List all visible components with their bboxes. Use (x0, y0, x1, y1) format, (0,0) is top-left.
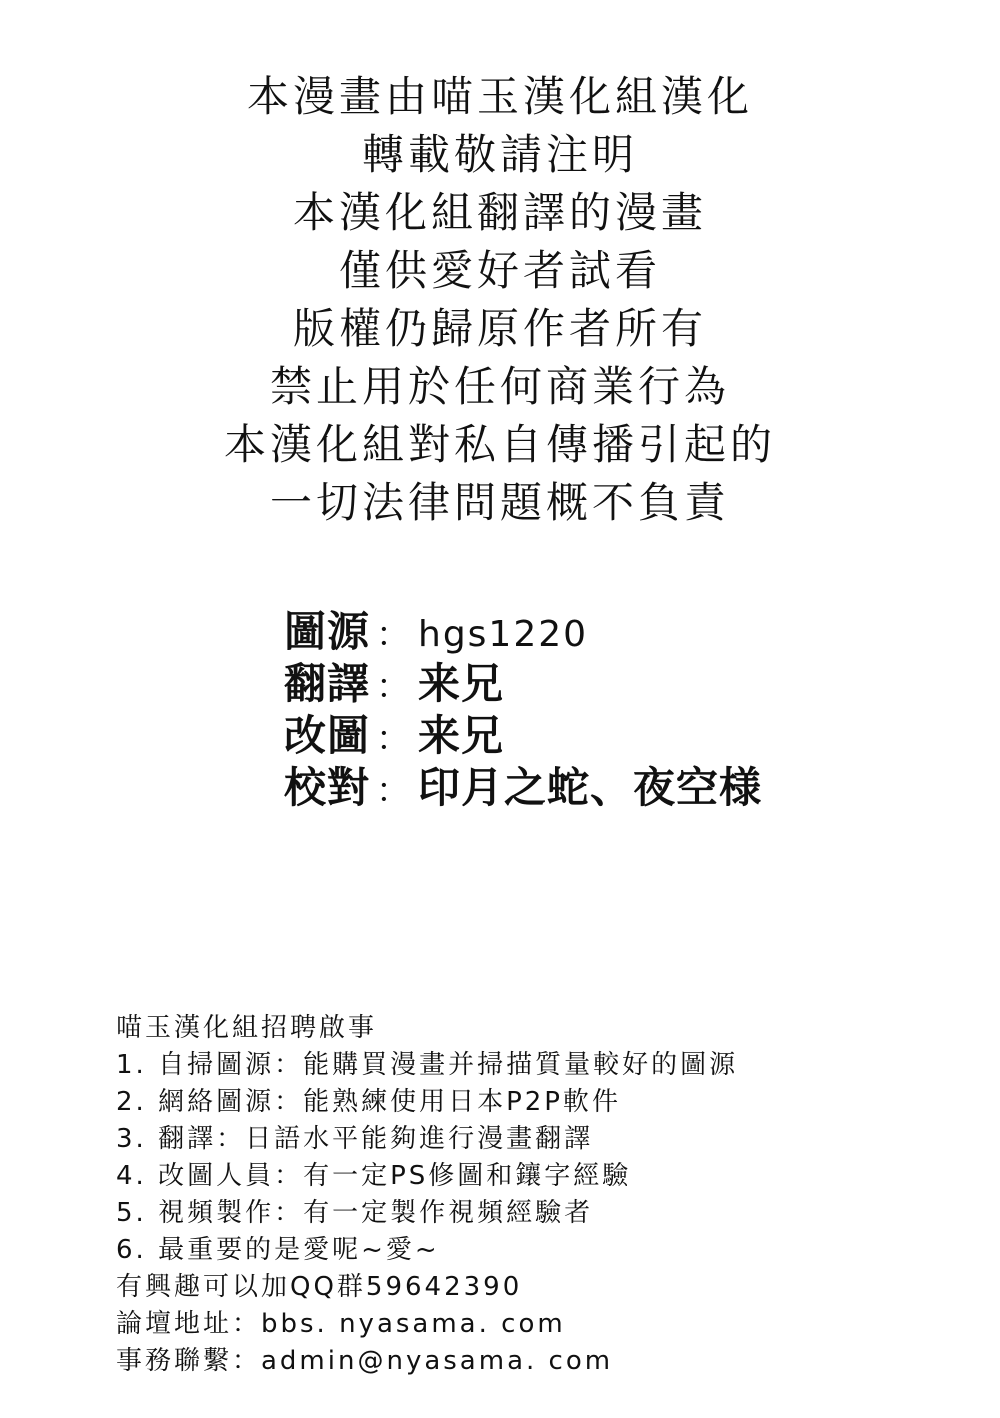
recruitment-block (116, 1010, 738, 1380)
credit-row-source (284, 606, 762, 658)
disclaimer-line: 禁止用於任何商業行為 (269, 362, 730, 411)
credit-label: 校對 (284, 763, 371, 812)
credit-colon: ： (376, 667, 410, 707)
disclaimer-line: 僅供愛好者試看 (338, 246, 661, 295)
credit-row-translation (284, 658, 762, 710)
recruitment-item: 2. 網絡圖源：能熟練使用日本P2P軟件 (116, 1087, 621, 1117)
recruitment-item: 3. 翻譯：日語水平能夠進行漫畫翻譯 (116, 1124, 594, 1154)
disclaimer-line: 本漢化組對私自傳播引起的 (223, 420, 776, 469)
recruitment-item: 1. 自掃圖源：能購買漫畫并掃描質量較好的圖源 (116, 1050, 739, 1080)
disclaimer-line: 本漫畫由喵玉漢化組漢化 (246, 72, 753, 121)
credits-block (284, 606, 762, 814)
credit-row-editing (284, 710, 762, 762)
disclaimer-block (0, 68, 1000, 532)
credit-colon: ： (376, 615, 410, 655)
disclaimer-line: 轉載敬請注明 (361, 130, 638, 179)
recruitment-title: 喵玉漢化組招聘啟事 (116, 1013, 378, 1043)
contact-email: 事務聯繫：admin@nyasama. com (116, 1346, 614, 1376)
credit-colon: ： (376, 771, 410, 811)
qq-group-text: 有興趣可以加QQ群59642390 (116, 1272, 523, 1302)
recruitment-item: 5. 視頻製作：有一定製作視頻經驗者 (116, 1198, 594, 1228)
credit-label: 改圖 (284, 711, 371, 760)
credit-value: 来兄 (418, 711, 505, 760)
recruitment-item: 4. 改圖人員：有一定PS修圖和鑲字經驗 (116, 1161, 632, 1191)
credit-colon: ： (376, 719, 410, 759)
credit-label: 圖源 (284, 607, 371, 656)
credit-value: 印月之蛇、夜空様 (418, 763, 763, 812)
credit-value: 来兄 (418, 659, 505, 708)
disclaimer-line: 一切法律問題概不負責 (269, 478, 730, 527)
recruitment-item: 6. 最重要的是愛呢~愛~ (116, 1235, 440, 1265)
credit-row-proofreading (284, 762, 762, 814)
credit-label: 翻譯 (284, 659, 371, 708)
credit-value: hgs1220 (418, 614, 589, 655)
disclaimer-line: 本漢化組翻譯的漫畫 (292, 188, 707, 237)
forum-address: 論壇地址：bbs. nyasama. com (116, 1309, 566, 1339)
disclaimer-line: 版權仍歸原作者所有 (292, 304, 707, 353)
